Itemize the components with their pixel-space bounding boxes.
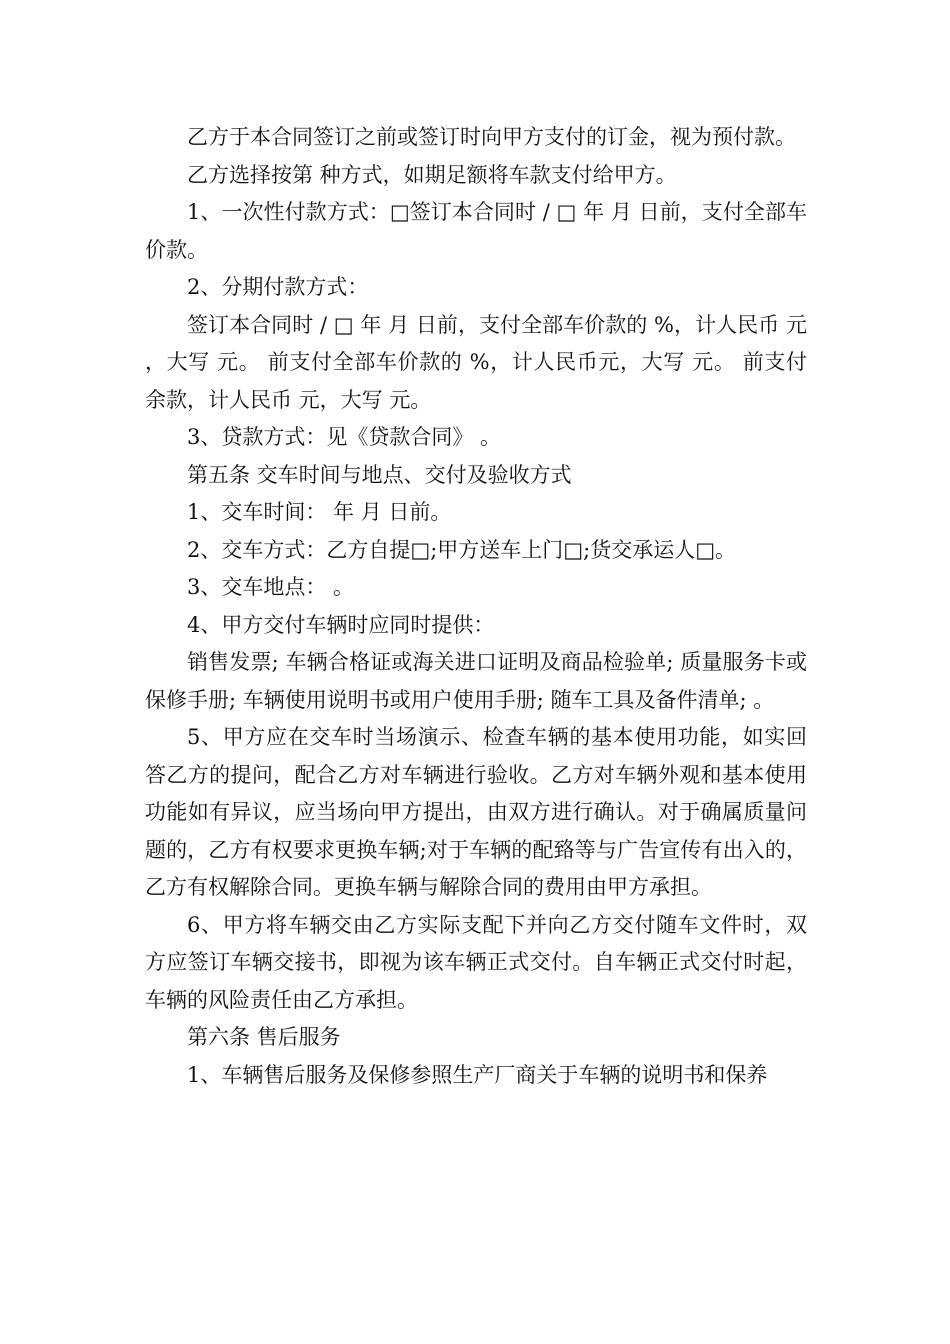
paragraph-handover: 6、甲方将车辆交由乙方实际支配下并向乙方交付随车文件时，双方应签订车辆交接书，即视为该车辆正式交付。自车辆正式交付时起，车辆的风险责任由乙方承担。	[145, 912, 807, 1012]
paragraph-installment-heading: 2、分期付款方式：	[187, 275, 369, 299]
paragraph-delivery-documents-heading: 4、甲方交付车辆时应同时提供：	[187, 612, 495, 637]
paragraph-delivery-time: 1、交车时间： 年 月 日前。	[187, 500, 452, 524]
paragraph-loan-payment: 3、贷款方式：见《贷款合同》 。	[187, 425, 502, 449]
paragraph-delivery-location: 3、交车地点： 。	[187, 575, 355, 599]
document-body	[145, 119, 807, 1094]
paragraph-payment-method-choice: 乙方选择按第 种方式，如期足额将车款支付给甲方。	[187, 162, 677, 187]
paragraph-after-sales: 1、车辆售后服务及保修参照生产厂商关于车辆的说明书和保养	[187, 1062, 768, 1087]
paragraph-deposit: 乙方于本合同签订之前或签订时向甲方支付的订金，视为预付款。	[187, 125, 796, 149]
section-heading-article-5: 第五条 交车时间与地点、交付及验收方式	[187, 462, 572, 487]
paragraph-lump-sum-payment: 1、一次性付款方式：□签订本合同时 / □ 年 月 日前，支付全部车价款。	[145, 200, 807, 262]
section-heading-article-6: 第六条 售后服务	[187, 1025, 341, 1049]
paragraph-delivery-documents-list: 销售发票; 车辆合格证或海关进口证明及商品检验单; 质量服务卡或保修手册; 车辆使用说明书或用户使用手册; 随车工具及备件清单; 。	[145, 650, 807, 712]
paragraph-delivery-method: 2、交车方式：乙方自提□;甲方送车上门□;货交承运人□。	[187, 537, 737, 562]
paragraph-inspection: 5、甲方应在交车时当场演示、检查车辆的基本使用功能，如实回答乙方的提问，配合乙方对车辆进行验收。乙方对车辆外观和基本使用功能如有异议，应当场向甲方提出，由双方进行确认。对于确属质量问题的，乙方有权要求更换车辆;对于车辆的配臵等与广告宣传有出入的，乙方有权解除合同。更换车辆与解除合同的费用由甲方承担。	[145, 725, 807, 899]
paragraph-installment-terms: 签订本合同时 / □ 年 月 日前，支付全部车价款的 %，计人民币 元，大写 元。 前支付全部车价款的 %，计人民币元，大写 元。 前支付余款，计人民币 元，大写 元。	[145, 312, 807, 412]
